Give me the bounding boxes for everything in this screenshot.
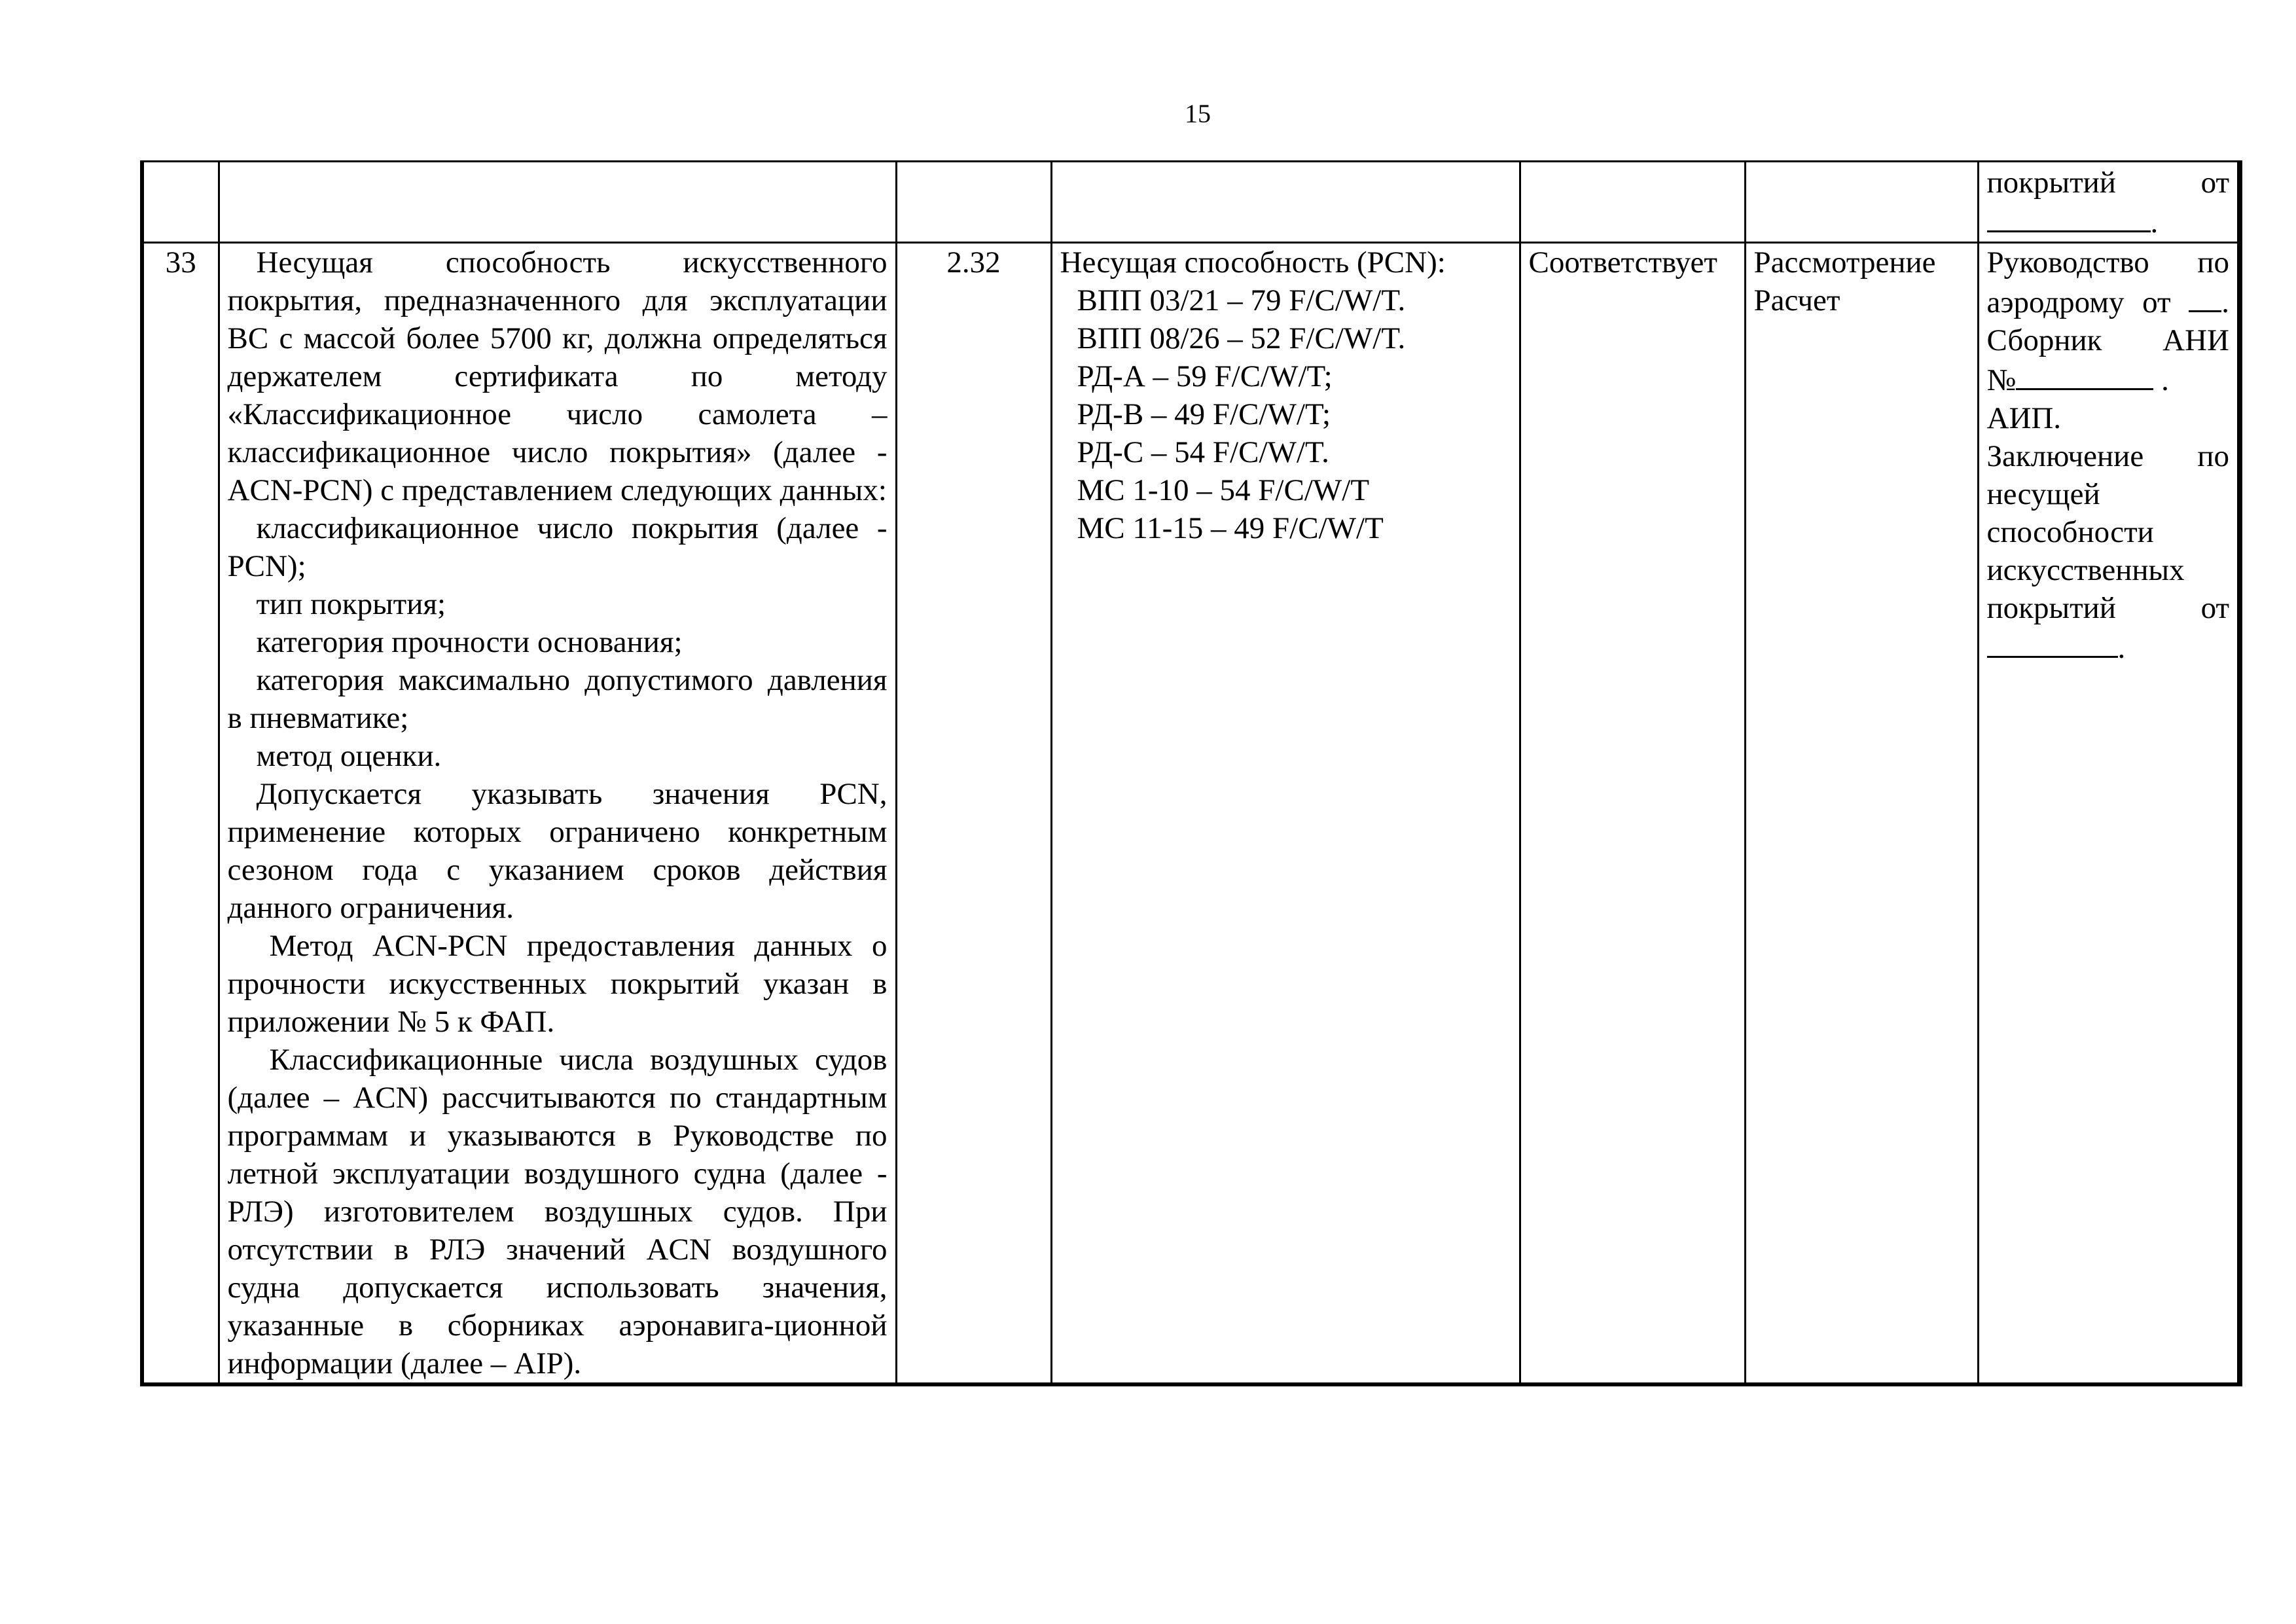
status-text: Соответствует bbox=[1528, 245, 1717, 280]
documents-cell bbox=[1978, 243, 2240, 1385]
document-line: покрытий от bbox=[1986, 591, 2229, 625]
document-line: АИП. bbox=[1986, 401, 2062, 435]
value-line: РД-С – 54 F/C/W/T. bbox=[1077, 435, 1329, 469]
value-line: РД-В – 49 F/C/W/T; bbox=[1077, 397, 1331, 431]
requirement-paragraph: Допускается указывать значения PCN, применение которых ограничено конкретным сезоном года с указанием сроков действия данного ограничения. bbox=[227, 777, 888, 925]
table-row-33 bbox=[142, 243, 2240, 1385]
method-cell bbox=[1745, 243, 1978, 1385]
status-cell bbox=[1520, 243, 1745, 1385]
value-line: РД-А – 59 F/C/W/T; bbox=[1077, 359, 1333, 393]
requirement-paragraph: метод оценки. bbox=[256, 739, 442, 773]
row-number: 33 bbox=[142, 243, 219, 1385]
document-line: искусственных bbox=[1986, 553, 2185, 587]
continuation-cell-method bbox=[1745, 162, 1978, 243]
page-number: 15 bbox=[1185, 99, 1211, 128]
value-line: МС 1-10 – 54 F/C/W/T bbox=[1077, 473, 1370, 507]
requirement-paragraph: Классификационные числа воздушных судов (далее – ACN) рассчитываются по стандартным программам и указываются в Руководстве по летной эксплуатации воздушного судна (далее - РЛЭ) изготовителем воздушных судов. При отсутствии в РЛЭ значений ACN воздушного судна допускается использовать значения, указанные в сборниках аэронавига-ционной информации (далее – AIP). bbox=[227, 1043, 888, 1380]
blank-line bbox=[1987, 627, 2118, 658]
blank-line bbox=[1987, 202, 2151, 232]
continuation-doc-blank-line: . bbox=[1987, 202, 2230, 242]
value-title: Несущая способность (PCN): bbox=[1060, 245, 1446, 280]
document-line: . bbox=[1987, 627, 2230, 667]
continuation-cell-documents bbox=[1978, 162, 2240, 243]
document-line: № . bbox=[1987, 359, 2230, 399]
document-line: Сборник АНИ bbox=[1986, 323, 2229, 357]
actual-value-cell bbox=[1051, 243, 1520, 1385]
requirement-paragraph: Несущая способность искусственного покрытия, предназначенного для эксплуатации ВС с массой более 5700 кг, должна определяться держателем сертификата по методу «Классификационное число самолета – классификационное число покрытия» (далее - ACN-PCN) с представлением следующих данных: bbox=[227, 245, 888, 507]
value-line: МС 11-15 – 49 F/C/W/T bbox=[1077, 511, 1384, 545]
document-line: аэродрому от . bbox=[1987, 281, 2230, 321]
continuation-cell-status bbox=[1520, 162, 1745, 243]
requirement-paragraph: классификационное число покрытия (далее - PCN); bbox=[227, 511, 888, 583]
requirement-cell bbox=[219, 243, 896, 1385]
point-reference: 2.32 bbox=[896, 243, 1051, 1385]
continuation-cell-requirement bbox=[219, 162, 896, 243]
compliance-table bbox=[140, 160, 2242, 1386]
continuation-cell-point bbox=[896, 162, 1051, 243]
document-line: Руководство по bbox=[1986, 245, 2229, 280]
continuation-row bbox=[142, 162, 2240, 243]
blank-line bbox=[2189, 281, 2221, 312]
requirement-paragraph: категория максимально допустимого давления в пневматике; bbox=[227, 663, 888, 735]
value-line: ВПП 08/26 – 52 F/C/W/T. bbox=[1077, 321, 1406, 355]
document-line: способности bbox=[1986, 515, 2154, 549]
value-line: ВПП 03/21 – 79 F/C/W/T. bbox=[1077, 283, 1406, 317]
document-line: Заключение по bbox=[1986, 439, 2229, 473]
requirement-paragraph: категория прочности основания; bbox=[256, 625, 683, 659]
requirement-paragraph: тип покрытия; bbox=[256, 587, 446, 621]
document-line: несущей bbox=[1986, 477, 2100, 511]
continuation-cell-number bbox=[142, 162, 219, 243]
requirement-paragraph: Метод ACN-PCN предоставления данных о прочности искусственных покрытий указан в приложении № 5 к ФАП. bbox=[227, 929, 888, 1039]
blank-line bbox=[2016, 359, 2153, 390]
method-item: Расчет bbox=[1753, 283, 1840, 317]
method-item: Рассмотрение bbox=[1753, 245, 1936, 280]
continuation-doc-line: покрытий от bbox=[1986, 166, 2229, 200]
continuation-cell-value bbox=[1051, 162, 1520, 243]
